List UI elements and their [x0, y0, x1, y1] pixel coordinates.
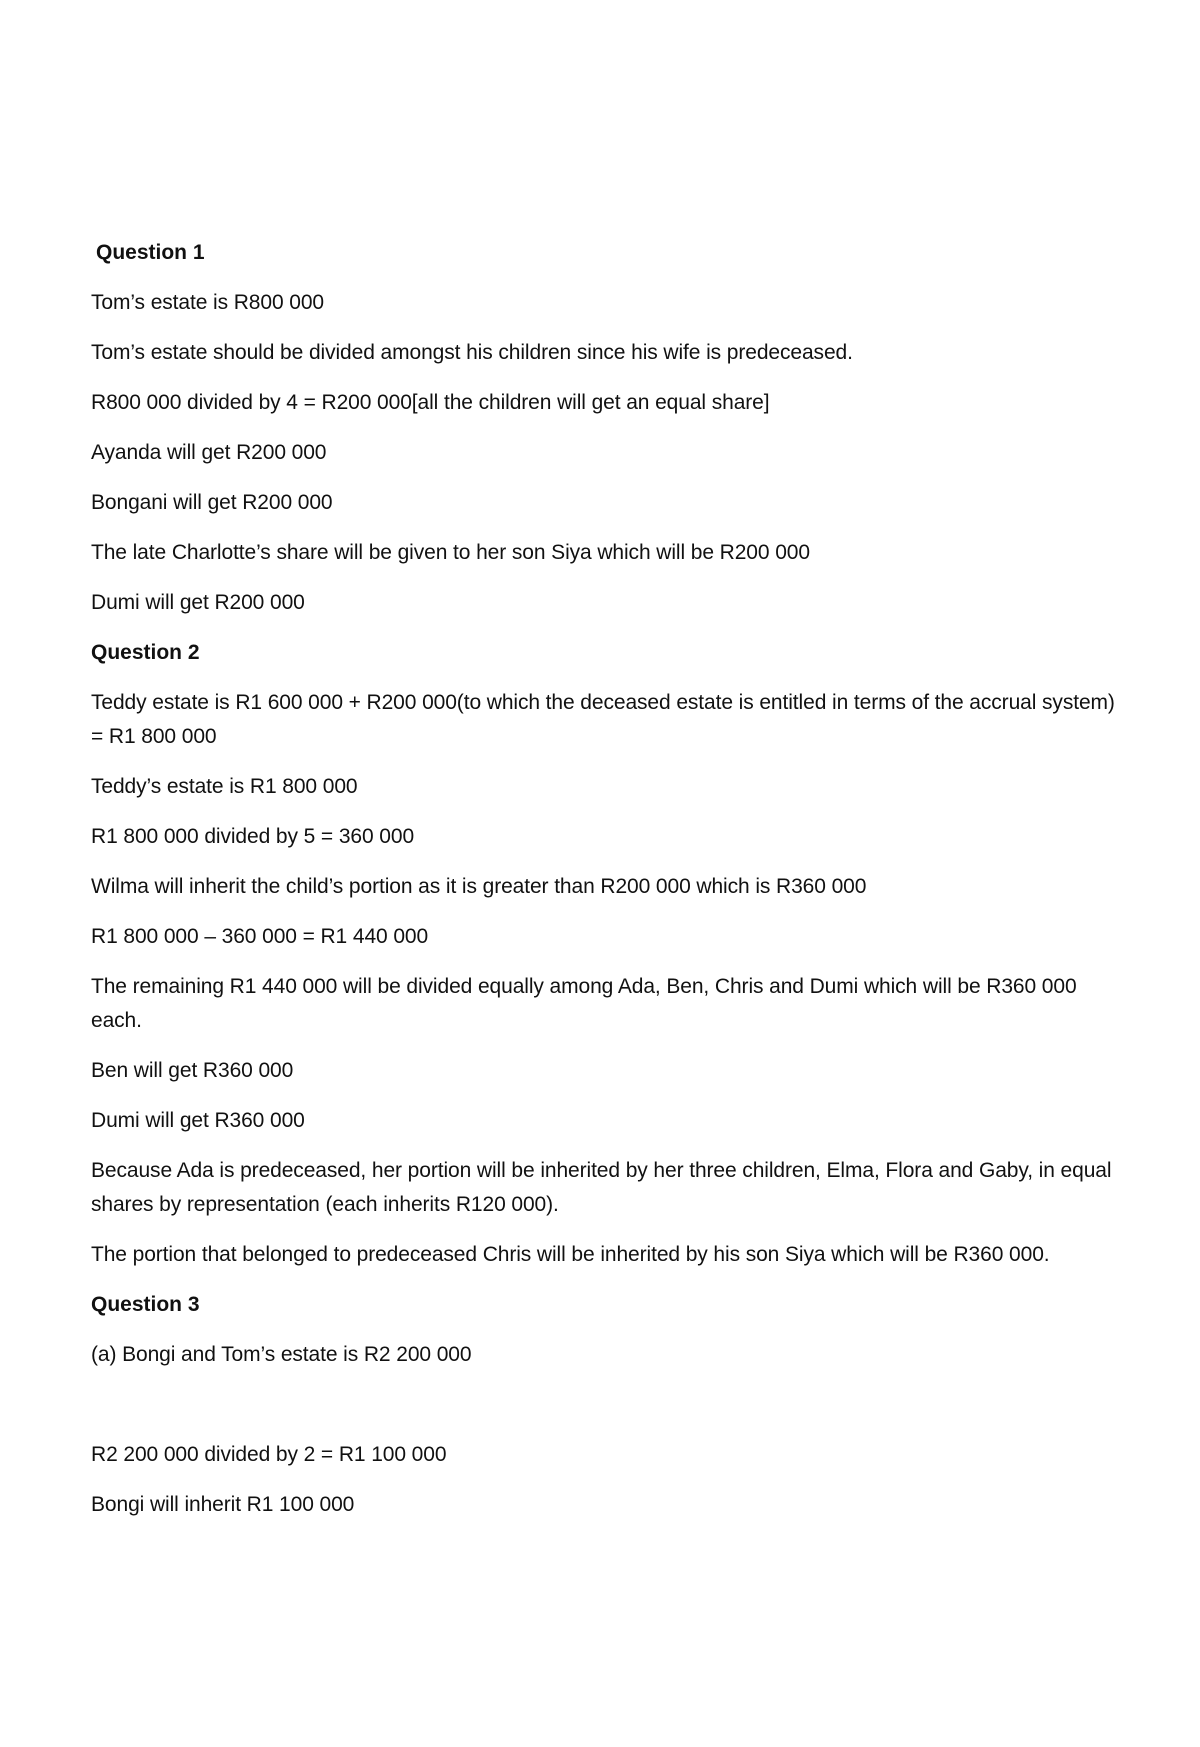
question-1-heading: Question 1 [96, 241, 205, 264]
q1-line: Tom’s estate should be divided amongst his children since his wife is predeceased. [91, 341, 853, 364]
q2-line: Because Ada is predeceased, her portion will be inherited by her three children, Elma, Flora and Gaby, in equal shares by representation (each inherits R120 000). [91, 1159, 1112, 1216]
q1-line: Dumi will get R200 000 [91, 591, 305, 614]
q1-line: The late Charlotte’s share will be given to her son Siya which will be R200 000 [91, 541, 810, 564]
q2-line: The portion that belonged to predeceased Chris will be inherited by his son Siya which will be R360 000. [91, 1243, 1050, 1266]
q2-line: Wilma will inherit the child’s portion as it is greater than R200 000 which is R360 000 [91, 875, 867, 898]
q2-line: R1 800 000 divided by 5 = 360 000 [91, 825, 415, 848]
q2-line: Teddy estate is R1 600 000 + R200 000(to which the deceased estate is entitled in terms of the accrual system) = R1 800 000 [91, 691, 1115, 748]
q2-line: Dumi will get R360 000 [91, 1109, 305, 1132]
q2-line: Ben will get R360 000 [91, 1059, 294, 1082]
q3-line: R2 200 000 divided by 2 = R1 100 000 [91, 1443, 447, 1466]
q3-line: (a) Bongi and Tom’s estate is R2 200 000 [91, 1343, 472, 1366]
q2-line: Teddy’s estate is R1 800 000 [91, 775, 358, 798]
q1-line: Ayanda will get R200 000 [91, 441, 327, 464]
document-body [91, 236, 1121, 1538]
blank-line [91, 1388, 1121, 1438]
q1-line: Tom’s estate is R800 000 [91, 291, 325, 314]
question-2-heading: Question 2 [91, 641, 200, 664]
q2-line: The remaining R1 440 000 will be divided equally among Ada, Ben, Chris and Dumi which will be R360 000 each. [91, 975, 1077, 1032]
q1-line: R800 000 divided by 4 = R200 000[all the children will get an equal share] [91, 391, 770, 414]
q3-line: Bongi will inherit R1 100 000 [91, 1493, 355, 1516]
q2-line: R1 800 000 – 360 000 = R1 440 000 [91, 925, 429, 948]
question-3-heading: Question 3 [91, 1293, 200, 1316]
q1-line: Bongani will get R200 000 [91, 491, 333, 514]
